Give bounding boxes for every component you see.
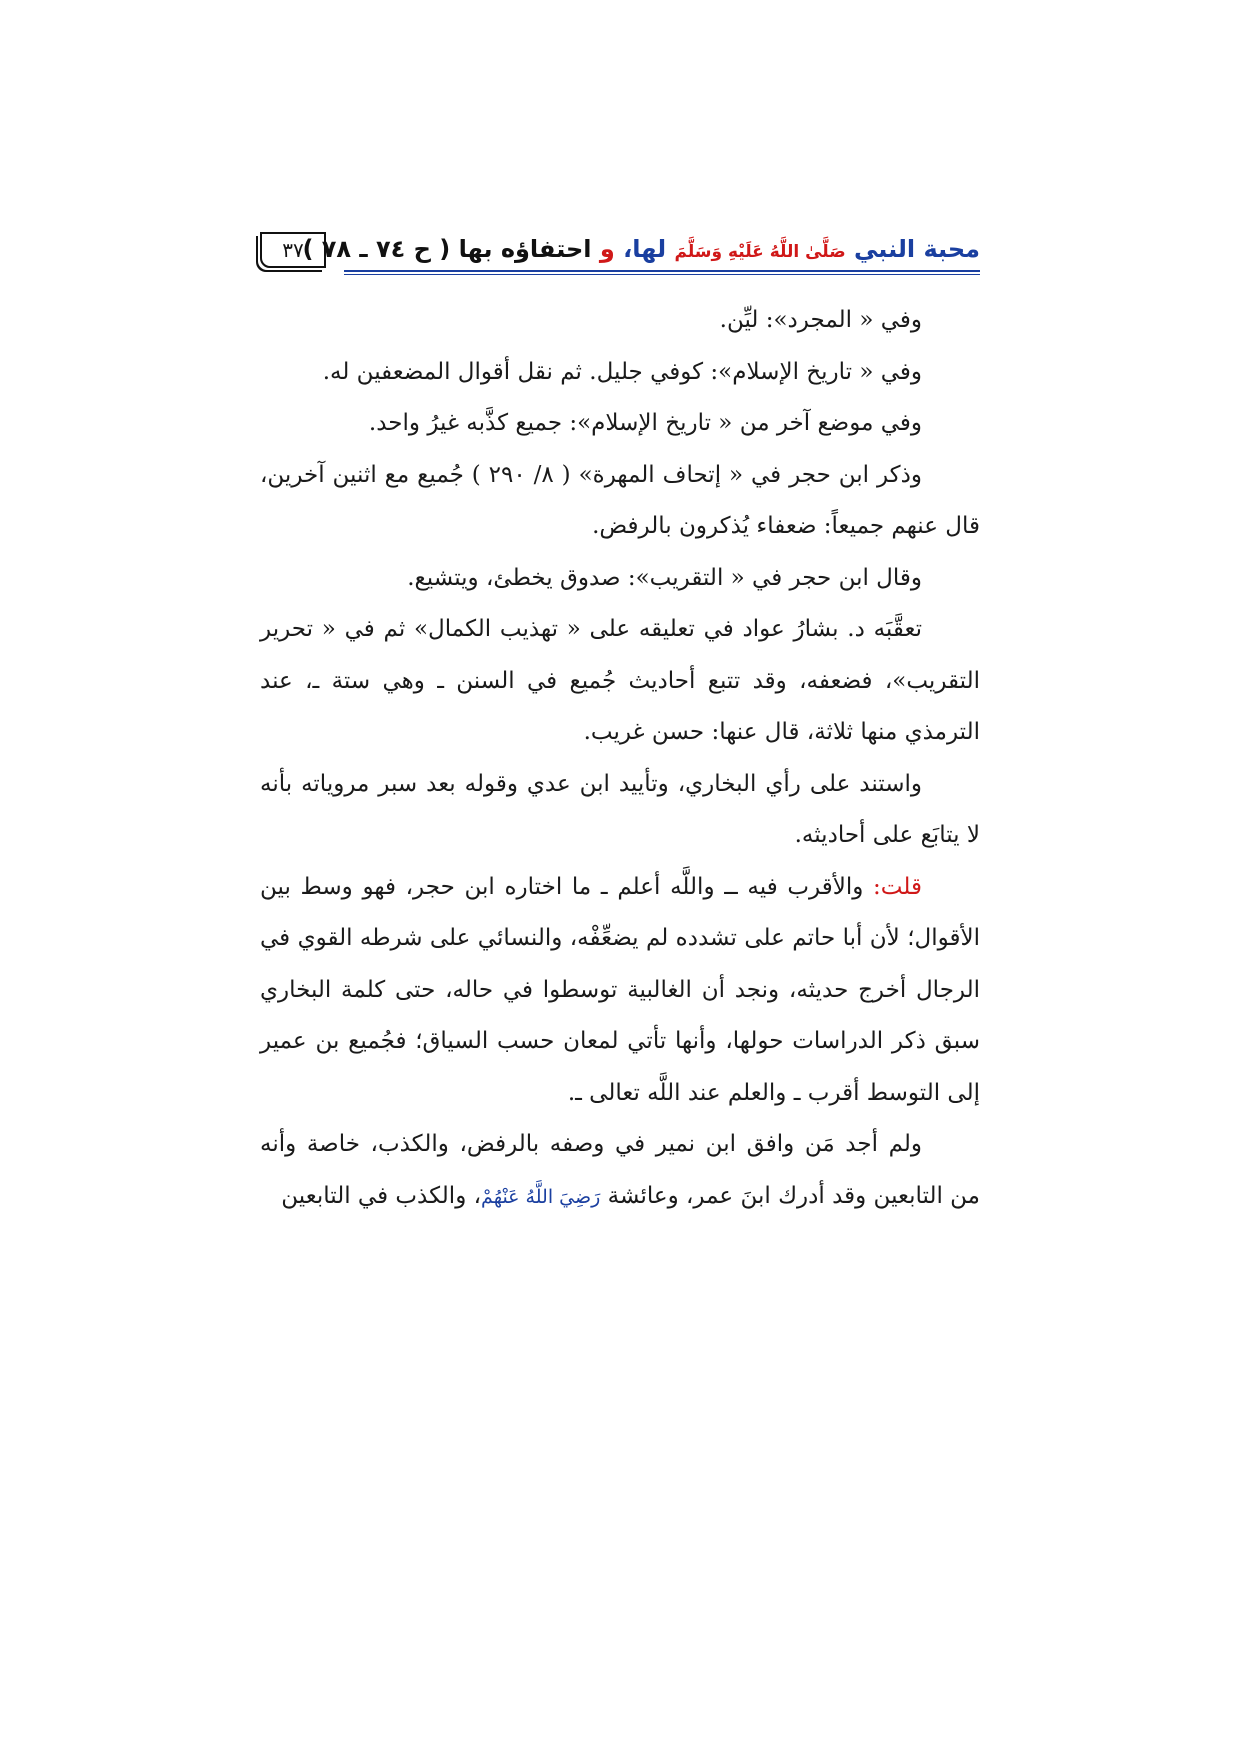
paragraph-text-before: ولم أجد مَن وافق ابن نمير في وصفه بالرفض، والكذب، خاصة وأنه من التابعين وقد أدرك ابنَ عمر، وعائشة [260,1131,980,1209]
page-number: ٣٧ [260,232,326,268]
paragraph: تعقَّبَه د. بشارُ عواد في تعليقه على « تهذيب الكمال» ثم في « تحرير التقريب»، فضعفه، وقد تتبع أحاديث جُميع في السنن ـ وهي ستة ـ، عند الترمذي منها ثلاثة، قال عنها: حسن غريب. [260,616,980,745]
header-rule [344,270,980,272]
paragraph: وقال ابن حجر في « التقريب»: صدوق يخطئ، ويتشيع. [407,564,922,591]
paragraph-text-after: ، والكذب في التابعين [281,1182,482,1209]
paragraph-qult [260,862,980,1120]
paragraph: واستند على رأي البخاري، وتأييد ابن عدي وقوله بعد سبر مروياته بأنه لا يتابَع على أحاديثه. [260,770,980,848]
title-and: و [599,235,615,263]
title-part1: محبة النبي [845,235,980,263]
honorific-mark: رَضِيَ اللَّهُ عَنْهُمْ [481,1185,601,1208]
qult-label: قلت: [873,873,922,900]
page-header [260,232,980,276]
paragraph: وفي موضع آخر من « تاريخ الإسلام»: جميع كذَّبه غيرُ واحد. [368,410,922,436]
header-rule-thin [344,274,980,275]
title-part3: احتفاؤه بها ( ح ٧٤ ـ ٧٨ ) [302,235,600,263]
paragraph: وفي « تاريخ الإسلام»: كوفي جليل. ثم نقل أقوال المضعفين له. [322,358,922,385]
title-honorific: صَلَّىٰ اللَّهُ عَلَيْهِ وَسَلَّمَ [674,242,846,262]
paragraph: وفي « المجرد»: ليِّن. [719,307,922,333]
body-text [260,295,980,1223]
qult-text: والأقرب فيه ــ واللَّه أعلم ـ ما اختاره ابن حجر، فهو وسط بين الأقوال؛ لأن أبا حاتم على تشدده لم يضعِّفْه، والنسائي على شرطه القوي في الرجال أخرج حديثه، ونجد أن الغالبية توسطوا في حاله، حتى كلمة البخاري سبق ذكر الدراسات حولها، وأنها تأتي لمعان حسب السياق؛ فجُميع بن عمير إلى التوسط أقرب ـ والعلم عند اللَّه تعالى ـ. [260,873,980,1106]
title-part2: لها، [614,235,675,263]
paragraph [260,1119,980,1223]
page-title [302,232,980,269]
paragraph: وذكر ابن حجر في « إتحاف المهرة» ( ٨/ ٢٩٠ ) جُميع مع اثنين آخرين، قال عنهم جميعاً: ضعفاء يُذكرون بالرفض. [260,461,980,539]
